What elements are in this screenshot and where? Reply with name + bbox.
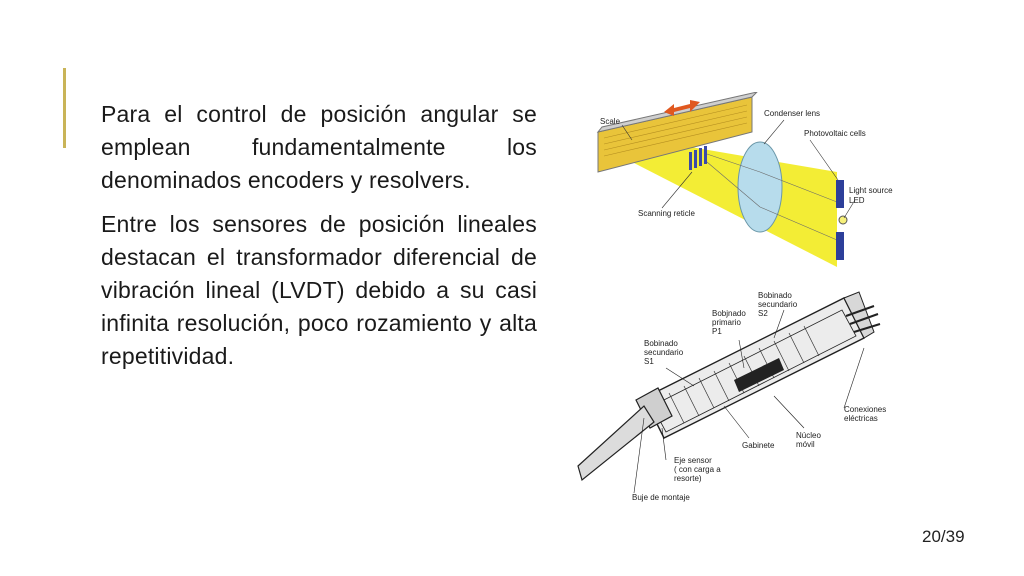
label-conexiones-2: eléctricas xyxy=(844,414,878,423)
label-light-source: Light source xyxy=(849,186,893,195)
label-scanning-reticle: Scanning reticle xyxy=(638,209,695,218)
accent-bar xyxy=(63,68,66,148)
slide-number: 20/39 xyxy=(922,527,965,546)
label-bobinado-s1-1: Bobinado xyxy=(644,339,678,348)
label-eje-3: resorte) xyxy=(674,474,702,483)
paragraph-linear: Entre los sensores de posición lineales destacan el transformador diferencial de vibración lineal (LVDT) debido a su casi infinita resolución, poco rozamiento y alta repetitividad. xyxy=(101,211,537,369)
label-bobinado-s1-2: secundario xyxy=(644,348,684,357)
label-nucleo-2: móvil xyxy=(796,440,815,449)
body-text xyxy=(101,98,537,384)
label-bobinado-s2-2: secundario xyxy=(758,300,798,309)
label-photovoltaic-cells: Photovoltaic cells xyxy=(804,129,866,138)
label-bobjnado-p1-3: P1 xyxy=(712,327,722,336)
sensor-shaft xyxy=(578,406,654,480)
label-led: LED xyxy=(849,196,865,205)
encoder-diagram xyxy=(592,92,912,272)
led-icon xyxy=(839,216,847,224)
label-bobjnado-p1-2: primario xyxy=(712,318,741,327)
label-scale: Scale xyxy=(600,117,621,126)
label-bobinado-s1-3: S1 xyxy=(644,357,654,366)
label-bobinado-s2-3: S2 xyxy=(758,309,768,318)
label-bobinado-s2-1: Bobinado xyxy=(758,291,792,300)
paragraph-angular: Para el control de posición angular se emplean fundamentalmente los denominados encoders y resolvers. xyxy=(101,101,537,193)
photovoltaic-cells-lower xyxy=(836,232,844,260)
label-bobjnado-p1-1: Bobjnado xyxy=(712,309,746,318)
light-beam xyxy=(632,137,837,267)
label-eje-2: ( con carga a xyxy=(674,465,721,474)
lvdt-diagram xyxy=(574,288,904,506)
label-buje: Buje de montaje xyxy=(632,493,690,502)
label-conexiones-1: Conexiones xyxy=(844,405,887,414)
condenser-lens xyxy=(738,142,782,232)
label-gabinete: Gabinete xyxy=(742,441,775,450)
label-condenser-lens: Condenser lens xyxy=(764,109,821,118)
photovoltaic-cells xyxy=(836,180,844,208)
label-nucleo-1: Núcleo xyxy=(796,431,821,440)
label-eje-1: Eje sensor xyxy=(674,456,712,465)
